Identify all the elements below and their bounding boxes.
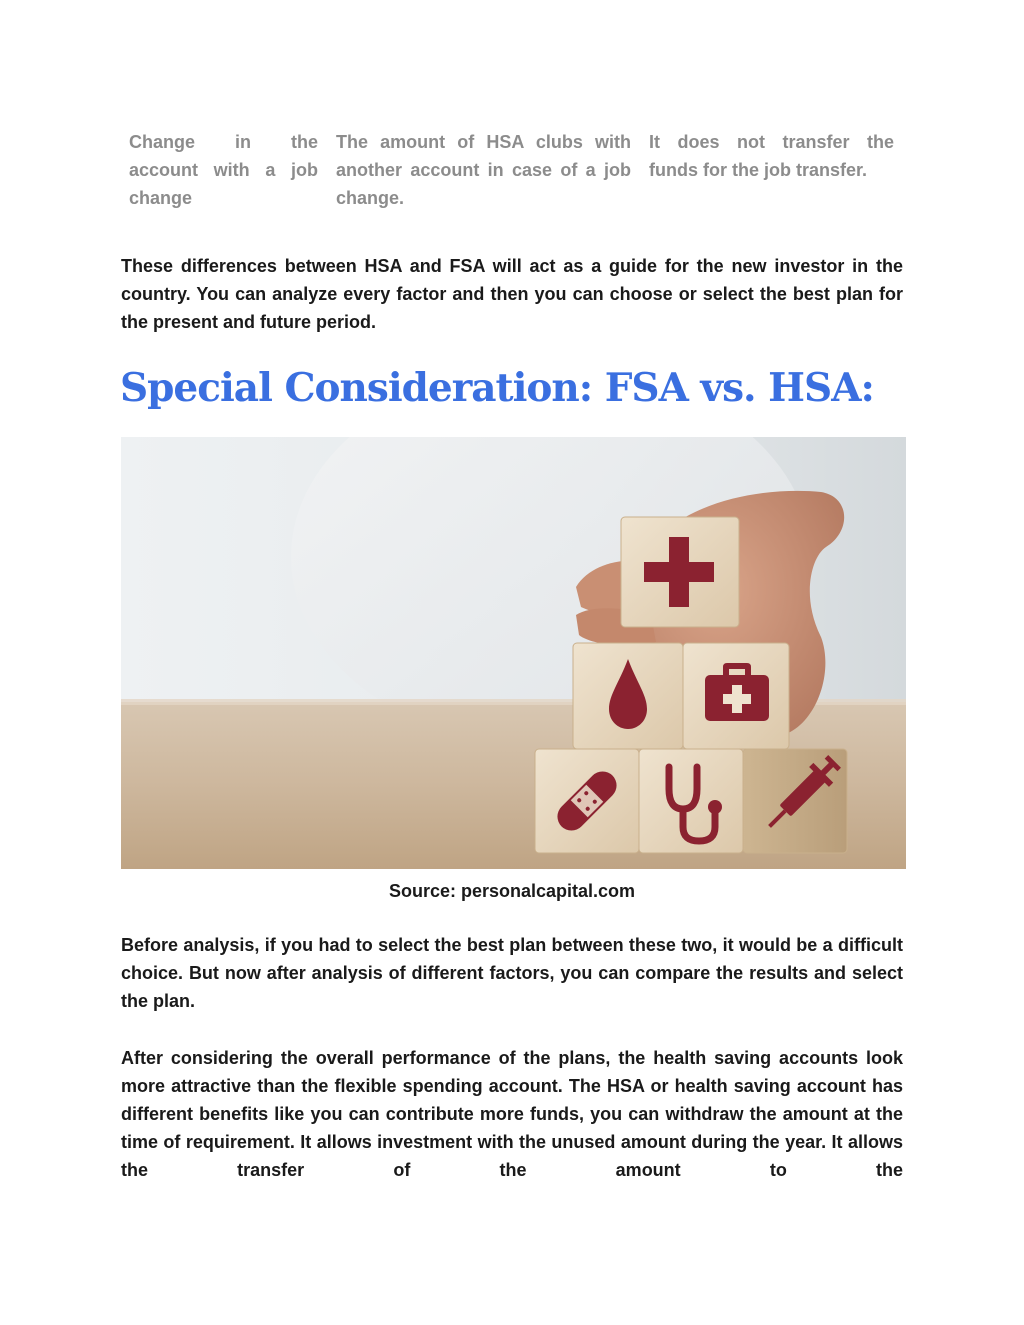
section-heading: Special Consideration: FSA vs. HSA: <box>120 365 874 411</box>
before-analysis-paragraph: Before analysis, if you had to select the best plan between these two, it would be a difficult choice. But now after analysis of different factors, you can compare the results and select the plan. <box>121 935 903 1011</box>
intro-paragraph: These differences between HSA and FSA will act as a guide for the new investor in the country. You can analyze every factor and then you can choose or select the best plan for the present and future period. <box>121 256 903 332</box>
factor-cell: Change in the account with a job change <box>129 132 318 208</box>
stethoscope-block <box>639 749 743 853</box>
fsa-cell: It does not transfer the funds for the job transfer. <box>649 132 894 180</box>
figure-caption: Source: personalcapital.com <box>388 881 636 901</box>
cross-block <box>621 517 739 627</box>
hsa-cell: The amount of HSA clubs with another account in case of a job change. <box>336 132 631 208</box>
bandage-block <box>535 749 639 853</box>
syringe-block <box>743 749 847 853</box>
medical-blocks-photo <box>121 437 906 869</box>
first-aid-kit-block <box>683 643 789 749</box>
comparison-table-row <box>121 128 906 218</box>
after-considering-paragraph: After considering the overall performance of the plans, the health saving accounts look more attractive than the flexible spending account. The HSA or health saving account has different benefits like you can contribute more funds, you can withdraw the amount at the time of requirement. It allows investment with the unused amount during the year. It allows the transfer of the amount to the <box>121 1048 903 1180</box>
blood-drop-block <box>573 643 683 749</box>
